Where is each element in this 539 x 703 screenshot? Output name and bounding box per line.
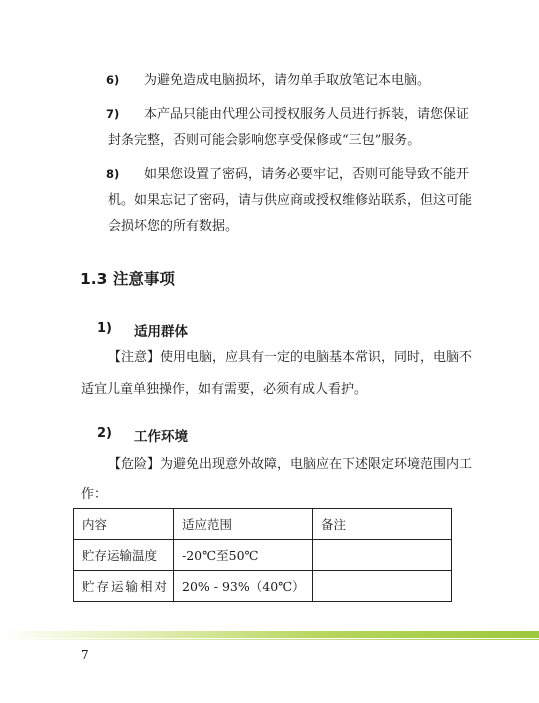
table-row bbox=[74, 540, 452, 571]
paragraph-line: 【注意】使用电脑，应具有一定的电脑基本常识，同时，电脑不 bbox=[108, 350, 473, 365]
list-item-number: 8) bbox=[106, 167, 120, 181]
subsection-number: 2) bbox=[97, 426, 112, 441]
table-header-row bbox=[74, 509, 452, 540]
subsection-number: 1) bbox=[97, 321, 112, 336]
paragraph-line: 【危险】为避免出现意外故障，电脑应在下述限定环境范围内工 bbox=[108, 457, 473, 472]
paragraph-line: 作： bbox=[81, 487, 108, 502]
table-cell: -20℃至50℃ bbox=[174, 540, 313, 571]
list-item-text: 如果您设置了密码，请务必要牢记，否则可能导致不能开 bbox=[144, 167, 470, 182]
table-row bbox=[74, 571, 452, 602]
environment-table bbox=[73, 508, 452, 602]
list-item-number: 7) bbox=[106, 107, 120, 121]
table-header-cell: 备注 bbox=[313, 509, 452, 540]
list-item-text: 封条完整，否则可能会影响您享受保修或“三包”服务。 bbox=[108, 133, 421, 148]
list-item-text: 为避免造成电脑损坏，请勿单手取放笔记本电脑。 bbox=[144, 73, 431, 88]
subsection-title: 工作环境 bbox=[134, 429, 188, 445]
table-cell bbox=[313, 571, 452, 602]
paragraph-line: 适宜儿童单独操作，如有需要，必须有成人看护。 bbox=[81, 382, 368, 397]
footer-divider-line bbox=[0, 639, 539, 640]
section-heading: 1.3 注意事项 bbox=[80, 270, 175, 288]
list-item-text: 本产品只能由代理公司授权服务人员进行拆装，请您保证 bbox=[144, 107, 470, 122]
list-item-text: 机。如果忘记了密码，请与供应商或授权维修站联系，但这可能 bbox=[108, 193, 473, 208]
list-item-number: 6) bbox=[106, 73, 120, 87]
list-item-text: 会损坏您的所有数据。 bbox=[108, 219, 239, 234]
footer-divider-bar bbox=[0, 631, 539, 638]
table-cell: 20% - 93%（40℃） bbox=[174, 571, 313, 602]
table-cell: 贮存运输相对 bbox=[74, 571, 174, 602]
table-header-cell: 内容 bbox=[74, 509, 174, 540]
table-cell bbox=[313, 540, 452, 571]
subsection-title: 适用群体 bbox=[134, 324, 188, 340]
table-cell: 贮存运输温度 bbox=[74, 540, 174, 571]
page-number: 7 bbox=[81, 648, 89, 662]
table-header-cell: 适应范围 bbox=[174, 509, 313, 540]
